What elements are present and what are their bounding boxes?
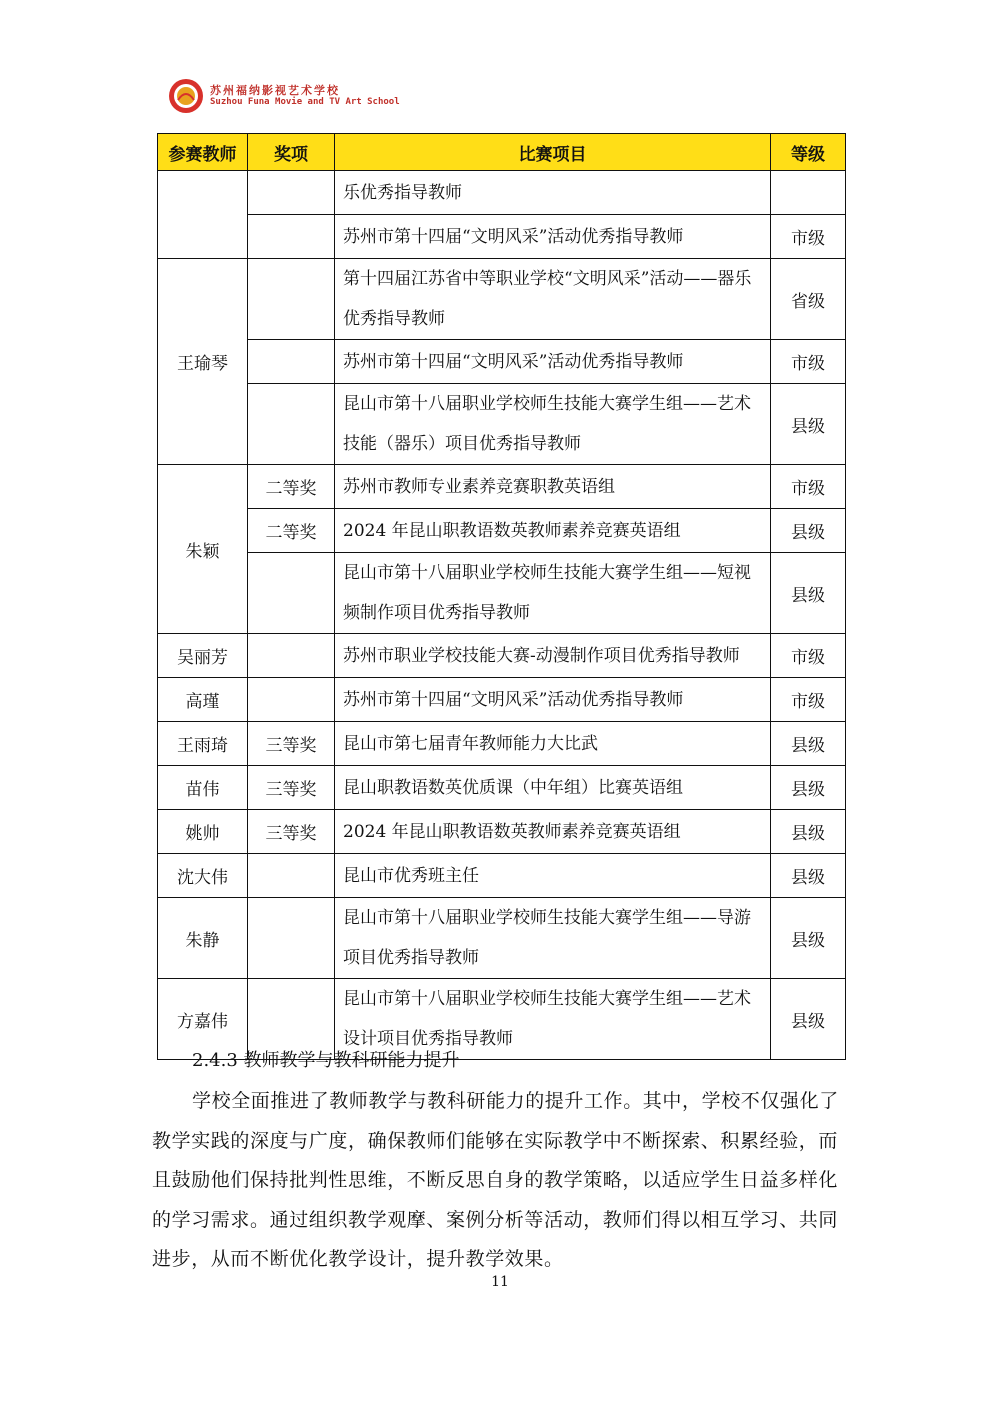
competition-cell: 昆山市第十八届职业学校师生技能大赛学生组——艺术设计项目优秀指导教师: [335, 979, 771, 1060]
award-cell: [248, 215, 335, 259]
teacher-cell: 王瑜琴: [158, 259, 248, 465]
competition-cell: 昆山市第七届青年教师能力大比武: [335, 722, 771, 766]
level-cell: 县级: [771, 722, 846, 766]
teacher-cell: 方嘉伟: [158, 979, 248, 1060]
teacher-cell: 朱静: [158, 898, 248, 979]
header-teacher: 参赛教师: [158, 134, 248, 171]
competition-cell: 苏州市职业学校技能大赛-动漫制作项目优秀指导教师: [335, 634, 771, 678]
table-row: [158, 340, 846, 384]
teacher-cell: 苗伟: [158, 766, 248, 810]
level-cell: 县级: [771, 509, 846, 553]
award-cell: [248, 678, 335, 722]
teacher-cell: 朱颖: [158, 465, 248, 634]
awards-table: [157, 133, 846, 1060]
teacher-cell: [158, 171, 248, 259]
award-cell: 二等奖: [248, 509, 335, 553]
level-cell: 县级: [771, 766, 846, 810]
level-cell: 省级: [771, 259, 846, 340]
level-cell: 县级: [771, 384, 846, 465]
table-row: [158, 634, 846, 678]
table-row: [158, 215, 846, 259]
school-header: [168, 76, 428, 116]
header-award: 奖项: [248, 134, 335, 171]
table-row: [158, 810, 846, 854]
header-level: 等级: [771, 134, 846, 171]
teacher-cell: 沈大伟: [158, 854, 248, 898]
table-row: [158, 854, 846, 898]
level-cell: 市级: [771, 634, 846, 678]
award-cell: 三等奖: [248, 810, 335, 854]
competition-cell: 苏州市第十四届“文明风采”活动优秀指导教师: [335, 215, 771, 259]
level-cell: 市级: [771, 215, 846, 259]
body-paragraph: 学校全面推进了教师教学与教科研能力的提升工作。其中，学校不仅强化了教学实践的深度与广度，确保教师们能够在实际教学中不断探索、积累经验，而且鼓励他们保持批判性思维，不断反思自身的教学策略，以适应学生日益多样化的学习需求。通过组织教学观摩、案例分析等活动，教师们得以相互学习、共同进步，从而不断优化教学设计，提升教学效果。: [152, 1090, 839, 1270]
teacher-cell: 高瑾: [158, 678, 248, 722]
award-cell: [248, 259, 335, 340]
page-number: 11: [491, 1274, 509, 1290]
award-cell: [248, 171, 335, 215]
table-row: [158, 384, 846, 465]
competition-cell: 昆山市第十八届职业学校师生技能大赛学生组——导游项目优秀指导教师: [335, 898, 771, 979]
award-cell: [248, 384, 335, 465]
award-cell: [248, 854, 335, 898]
competition-cell: 昆山市第十八届职业学校师生技能大赛学生组——艺术技能（器乐）项目优秀指导教师: [335, 384, 771, 465]
competition-cell: 2024 年昆山职教语数英教师素养竞赛英语组: [335, 810, 771, 854]
award-cell: [248, 340, 335, 384]
school-logo-icon: [168, 78, 204, 114]
teacher-cell: 姚帅: [158, 810, 248, 854]
teacher-cell: 王雨琦: [158, 722, 248, 766]
competition-cell: 苏州市第十四届“文明风采”活动优秀指导教师: [335, 678, 771, 722]
school-name-cn: 苏州福纳影视艺术学校: [210, 84, 340, 97]
school-name-en: Suzhou Funa Movie and TV Art School: [210, 97, 400, 107]
competition-cell: 苏州市第十四届“文明风采”活动优秀指导教师: [335, 340, 771, 384]
level-cell: 县级: [771, 979, 846, 1060]
table-row: [158, 509, 846, 553]
competition-cell: 苏州市教师专业素养竞赛职教英语组: [335, 465, 771, 509]
teacher-cell: 吴丽芳: [158, 634, 248, 678]
table-row: [158, 553, 846, 634]
level-cell: [771, 171, 846, 215]
award-cell: 三等奖: [248, 722, 335, 766]
table-row: [158, 678, 846, 722]
award-cell: 三等奖: [248, 766, 335, 810]
competition-cell: 昆山市优秀班主任: [335, 854, 771, 898]
level-cell: 市级: [771, 465, 846, 509]
competition-cell: 第十四届江苏省中等职业学校“文明风采”活动——器乐优秀指导教师: [335, 259, 771, 340]
award-cell: 二等奖: [248, 465, 335, 509]
level-cell: 县级: [771, 553, 846, 634]
level-cell: 市级: [771, 678, 846, 722]
competition-cell: 乐优秀指导教师: [335, 171, 771, 215]
competition-cell: 2024 年昆山职教语数英教师素养竞赛英语组: [335, 509, 771, 553]
table-row: [158, 465, 846, 509]
table-header-row: [158, 134, 846, 171]
level-cell: 县级: [771, 898, 846, 979]
table-row: [158, 722, 846, 766]
section-heading: 2.4.3 教师教学与教科研能力提升: [192, 1050, 460, 1071]
competition-cell: 昆山职教语数英优质课（中年组）比赛英语组: [335, 766, 771, 810]
level-cell: 县级: [771, 810, 846, 854]
competition-cell: 昆山市第十八届职业学校师生技能大赛学生组——短视频制作项目优秀指导教师: [335, 553, 771, 634]
level-cell: 市级: [771, 340, 846, 384]
table-row: [158, 898, 846, 979]
table-row: [158, 171, 846, 215]
table-row: [158, 259, 846, 340]
level-cell: 县级: [771, 854, 846, 898]
header-competition: 比赛项目: [335, 134, 771, 171]
table-row: [158, 766, 846, 810]
award-cell: [248, 898, 335, 979]
award-cell: [248, 634, 335, 678]
award-cell: [248, 553, 335, 634]
